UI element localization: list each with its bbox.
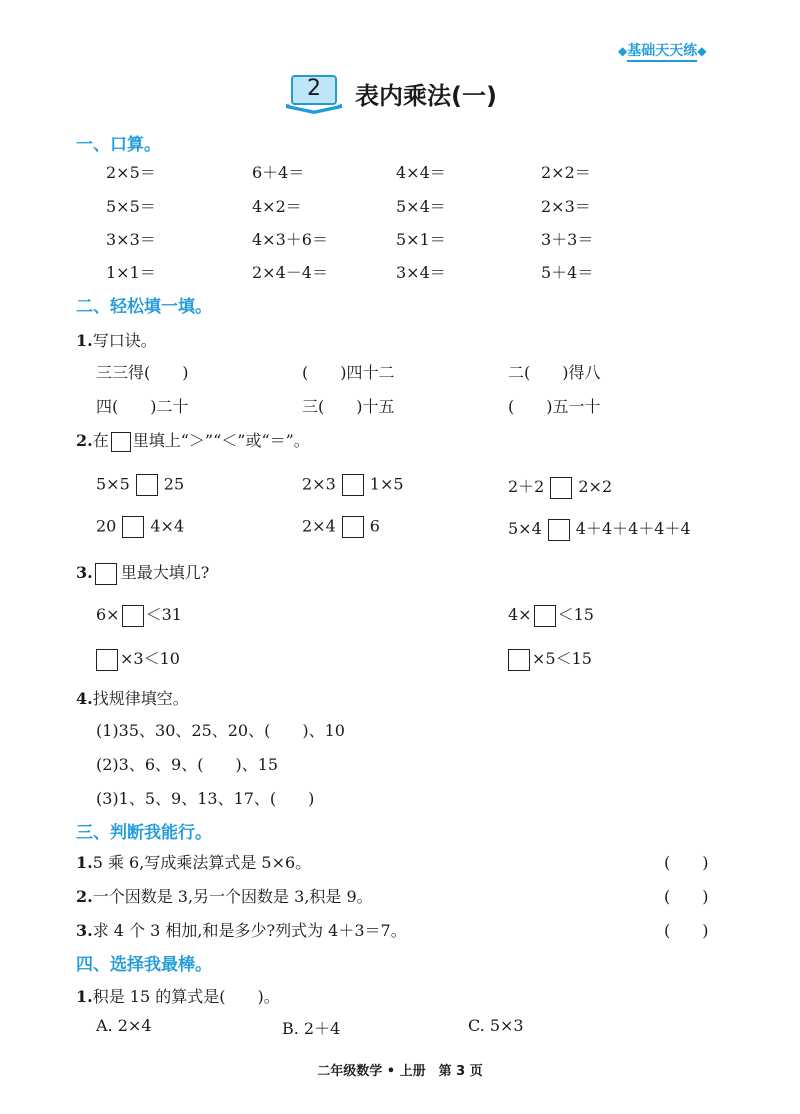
diamond-icon: ◆	[697, 44, 707, 58]
max-fill-post: ×5＜15	[532, 649, 592, 668]
compare-item	[96, 474, 184, 496]
compare-answer-box[interactable]	[136, 474, 158, 496]
pattern-line: (2)3、6、9、( )、15	[96, 755, 279, 774]
rhyme-blank: 三( )十五	[302, 397, 395, 416]
max-fill-answer-box[interactable]	[122, 605, 144, 627]
oral-calc-item: 5×5＝	[106, 197, 156, 216]
max-fill-answer-box[interactable]	[534, 605, 556, 627]
max-fill-post: ＜15	[557, 605, 594, 624]
max-fill-item	[508, 646, 592, 671]
judge-answer-blank[interactable]: ( )	[664, 853, 709, 872]
oral-calc-item: 3＋3＝	[541, 230, 594, 249]
oral-calc-item: 1×1＝	[106, 263, 156, 282]
compare-right: 6	[369, 516, 380, 536]
compare-item	[508, 474, 612, 499]
judge-text: 5 乘 6,写成乘法算式是 5×6。	[92, 853, 312, 872]
question-text-post: 里最大填几?	[120, 563, 210, 582]
oral-calc-item: 4×2＝	[252, 197, 302, 216]
oral-calc-item: 2×2＝	[541, 163, 591, 182]
question-2-4	[76, 686, 189, 709]
oral-calc-item: 6＋4＝	[252, 163, 305, 182]
max-fill-item	[96, 646, 180, 671]
question-2-3	[76, 560, 209, 585]
compare-left: 2×4	[302, 516, 336, 536]
oral-calc-item: 2×4－4＝	[252, 263, 328, 282]
question-text-pre: 在	[92, 431, 109, 450]
question-2-2	[76, 428, 310, 452]
compare-left: 2＋2	[508, 477, 545, 496]
pattern-line: (3)1、5、9、13、17、( )	[96, 789, 315, 808]
answer-box-icon	[111, 432, 131, 452]
compare-answer-box[interactable]	[548, 519, 570, 541]
section4-heading: 四、选择我最棒。	[76, 955, 212, 975]
max-fill-answer-box[interactable]	[508, 649, 530, 671]
oral-calc-item: 5＋4＝	[541, 263, 594, 282]
question-2-1	[76, 328, 157, 351]
oral-calc-item: 3×4＝	[396, 263, 446, 282]
max-fill-item	[508, 602, 594, 627]
page-title: 表内乘法(一)	[355, 82, 497, 110]
judge-item	[76, 918, 407, 941]
question-number: 1.	[76, 853, 93, 872]
oral-calc-item: 2×5＝	[106, 163, 156, 182]
question-text-post: 里填上“＞”“＜”或“＝”。	[132, 431, 310, 450]
question-number: 2.	[76, 431, 93, 450]
section2-heading: 二、轻松填一填。	[76, 297, 212, 317]
compare-item	[96, 516, 184, 538]
question-number: 1.	[76, 331, 93, 350]
series-tag	[618, 40, 706, 60]
oral-calc-item: 2×3＝	[541, 197, 591, 216]
question-number: 3.	[76, 921, 93, 940]
compare-right: 2×2	[578, 477, 613, 496]
lesson-number: 2	[307, 76, 321, 101]
compare-answer-box[interactable]	[342, 474, 364, 496]
max-fill-pre: 4×	[508, 605, 532, 624]
question-text: 积是 15 的算式是( )。	[92, 987, 280, 1006]
compare-item	[302, 474, 404, 496]
compare-answer-box[interactable]	[122, 516, 144, 538]
compare-left: 20	[96, 516, 117, 536]
compare-left: 2×3	[302, 474, 336, 494]
compare-right: 4＋4＋4＋4＋4	[575, 519, 691, 538]
oral-calc-item: 3×3＝	[106, 230, 156, 249]
question-number: 4.	[76, 689, 93, 708]
question-text: 写口诀。	[92, 331, 157, 350]
question-number: 1.	[76, 987, 93, 1006]
oral-calc-item: 4×4＝	[396, 163, 446, 182]
judge-item	[76, 850, 311, 873]
compare-right: 4×4	[150, 516, 185, 536]
question-number: 2.	[76, 887, 93, 906]
max-fill-answer-box[interactable]	[96, 649, 118, 671]
rhyme-blank: 二( )得八	[508, 363, 601, 382]
judge-item	[76, 884, 373, 907]
section1-heading: 一、口算。	[76, 135, 161, 155]
oral-calc-item: 5×1＝	[396, 230, 446, 249]
compare-left: 5×4	[508, 519, 542, 538]
max-fill-post: ×3＜10	[120, 649, 180, 668]
compare-left: 5×5	[96, 474, 130, 494]
answer-box-icon	[95, 563, 117, 585]
compare-item	[508, 516, 691, 541]
compare-right: 25	[163, 474, 185, 494]
pattern-line: (1)35、30、25、20、( )、10	[96, 721, 345, 740]
rhyme-blank: ( )五一十	[508, 397, 601, 416]
judge-text: 一个因数是 3,另一个因数是 3,积是 9。	[92, 887, 373, 906]
oral-calc-item: 4×3＋6＝	[252, 230, 328, 249]
oral-calc-item: 5×4＝	[396, 197, 446, 216]
choice-option-a[interactable]: A. 2×4	[96, 1016, 152, 1035]
compare-answer-box[interactable]	[342, 516, 364, 538]
max-fill-pre: 6×	[96, 605, 120, 624]
compare-item	[302, 516, 380, 538]
max-fill-item	[96, 602, 182, 627]
judge-answer-blank[interactable]: ( )	[664, 921, 709, 940]
compare-answer-box[interactable]	[550, 477, 572, 499]
choice-option-c[interactable]: C. 5×3	[468, 1016, 524, 1035]
compare-right: 1×5	[369, 474, 404, 494]
choice-option-b[interactable]: B. 2＋4	[282, 1019, 341, 1038]
judge-answer-blank[interactable]: ( )	[664, 887, 709, 906]
series-tag-label: 基础天天练	[627, 43, 697, 62]
question-text: 找规律填空。	[92, 689, 189, 708]
question-4-1	[76, 984, 280, 1007]
section3-heading: 三、判断我能行。	[76, 823, 212, 843]
max-fill-post: ＜31	[145, 605, 182, 624]
judge-text: 求 4 个 3 相加,和是多少?列式为 4＋3＝7。	[92, 921, 407, 940]
open-book-icon	[284, 74, 344, 114]
question-number: 3.	[76, 563, 93, 582]
page-footer: 二年级数学 • 上册 第 3 页	[317, 1064, 483, 1079]
rhyme-blank: ( )四十二	[302, 363, 395, 382]
rhyme-blank: 四( )二十	[96, 397, 189, 416]
rhyme-blank: 三三得( )	[96, 363, 189, 382]
diamond-icon: ◆	[618, 44, 628, 58]
